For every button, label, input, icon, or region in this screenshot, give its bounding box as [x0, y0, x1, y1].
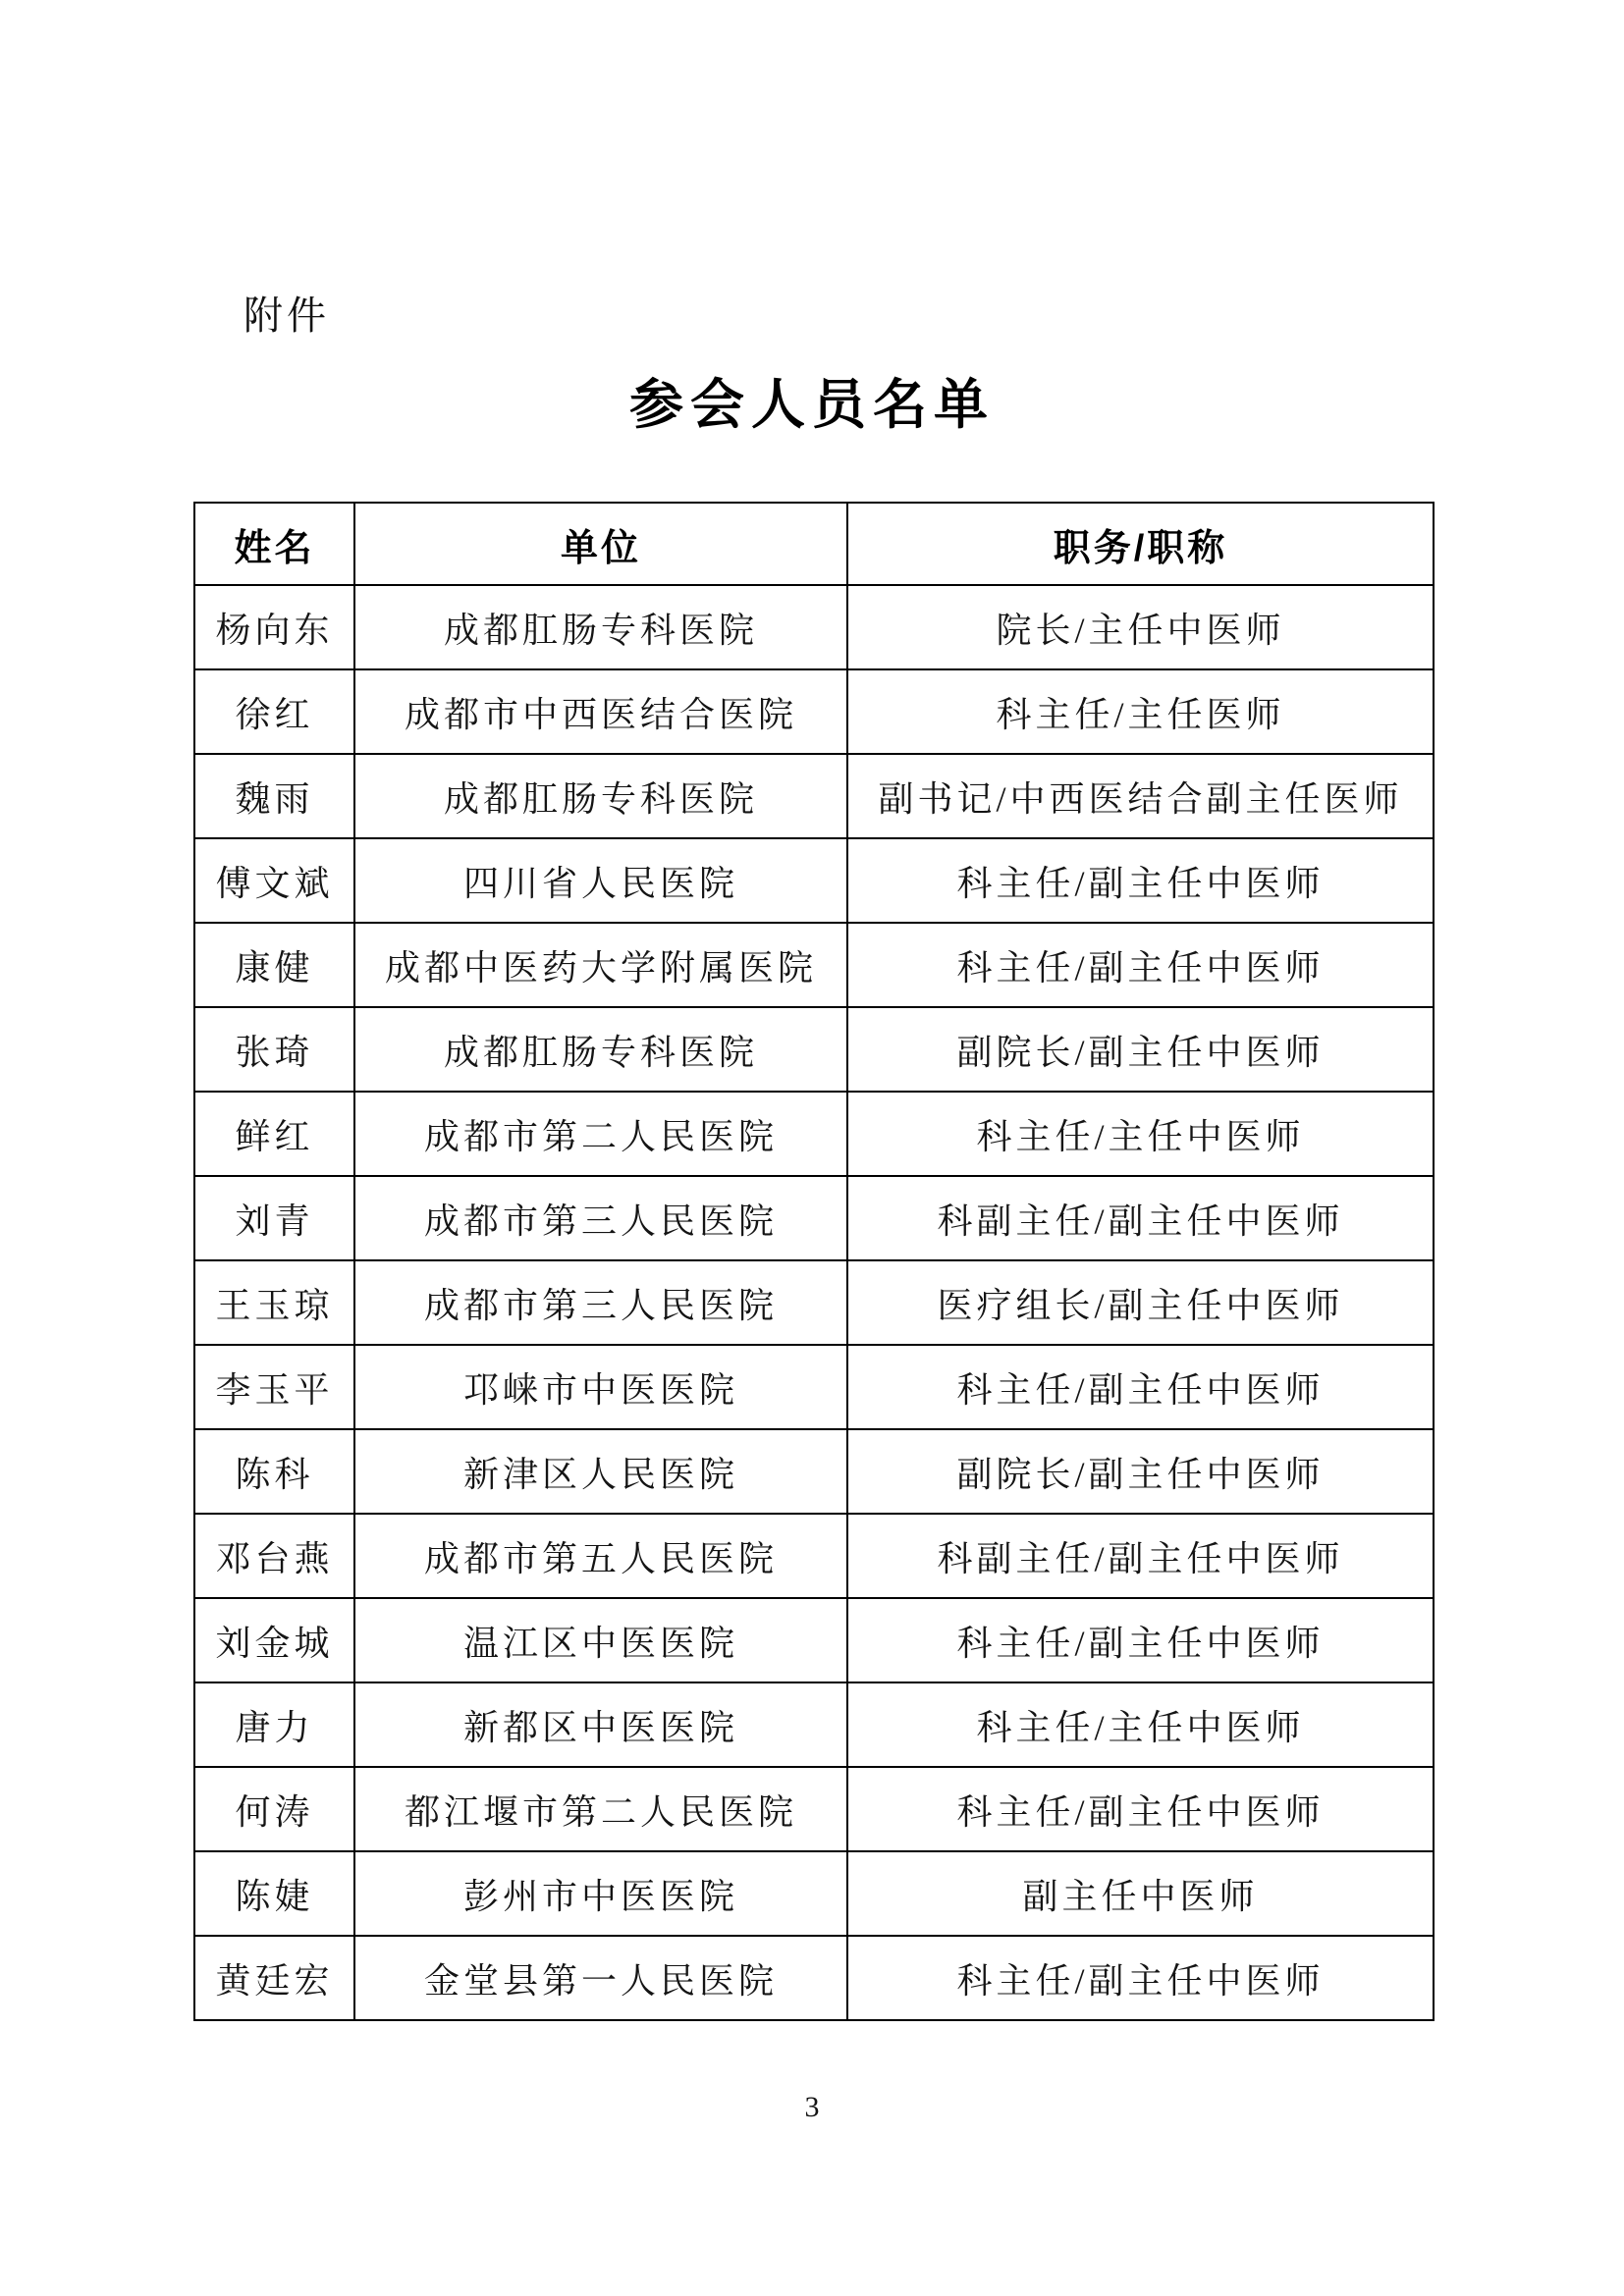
- cell-position: 科主任/主任医师: [847, 669, 1434, 754]
- cell-position: 科主任/副主任中医师: [847, 838, 1434, 923]
- table-body: [194, 585, 1434, 2020]
- cell-name: 康健: [194, 923, 354, 1007]
- table-row: [194, 1936, 1434, 2020]
- cell-position: 副院长/副主任中医师: [847, 1429, 1434, 1514]
- attachment-label: 附件: [244, 294, 330, 338]
- cell-organization: 四川省人民医院: [354, 838, 847, 923]
- cell-position: 科主任/主任中医师: [847, 1092, 1434, 1176]
- cell-organization: 新都区中医医院: [354, 1682, 847, 1767]
- table-row: [194, 1851, 1434, 1936]
- cell-position: 科主任/副主任中医师: [847, 923, 1434, 1007]
- table-row: [194, 585, 1434, 669]
- cell-position: 副院长/副主任中医师: [847, 1007, 1434, 1092]
- cell-position: 科主任/副主任中医师: [847, 1598, 1434, 1682]
- cell-position: 科副主任/副主任中医师: [847, 1514, 1434, 1598]
- cell-position: 医疗组长/副主任中医师: [847, 1260, 1434, 1345]
- cell-position: 科主任/主任中医师: [847, 1682, 1434, 1767]
- cell-name: 陈婕: [194, 1851, 354, 1936]
- cell-name: 陈科: [194, 1429, 354, 1514]
- cell-organization: 金堂县第一人民医院: [354, 1936, 847, 2020]
- cell-name: 黄廷宏: [194, 1936, 354, 2020]
- cell-name: 王玉琼: [194, 1260, 354, 1345]
- cell-name: 杨向东: [194, 585, 354, 669]
- cell-name: 徐红: [194, 669, 354, 754]
- cell-name: 何涛: [194, 1767, 354, 1851]
- cell-name: 傅文斌: [194, 838, 354, 923]
- cell-name: 魏雨: [194, 754, 354, 838]
- table-row: [194, 838, 1434, 923]
- attendee-table: [193, 502, 1435, 2021]
- cell-name: 李玉平: [194, 1345, 354, 1429]
- table-row: [194, 1598, 1434, 1682]
- page-title: 参会人员名单: [628, 374, 995, 435]
- cell-position: 副主任中医师: [847, 1851, 1434, 1936]
- cell-organization: 成都市第三人民医院: [354, 1260, 847, 1345]
- cell-name: 刘金城: [194, 1598, 354, 1682]
- cell-position: 科主任/副主任中医师: [847, 1345, 1434, 1429]
- cell-organization: 成都市第三人民医院: [354, 1176, 847, 1260]
- table-row: [194, 1514, 1434, 1598]
- header-name: 姓名: [194, 503, 354, 585]
- cell-organization: 彭州市中医医院: [354, 1851, 847, 1936]
- table-row: [194, 754, 1434, 838]
- table-row: [194, 1092, 1434, 1176]
- cell-organization: 成都市第五人民医院: [354, 1514, 847, 1598]
- cell-organization: 新津区人民医院: [354, 1429, 847, 1514]
- table-row: [194, 1682, 1434, 1767]
- cell-organization: 成都肛肠专科医院: [354, 585, 847, 669]
- header-organization: 单位: [354, 503, 847, 585]
- table-row: [194, 669, 1434, 754]
- cell-organization: 邛崃市中医医院: [354, 1345, 847, 1429]
- cell-position: 科副主任/副主任中医师: [847, 1176, 1434, 1260]
- cell-organization: 成都市第二人民医院: [354, 1092, 847, 1176]
- header-position: 职务/职称: [847, 503, 1434, 585]
- cell-name: 唐力: [194, 1682, 354, 1767]
- table-row: [194, 1767, 1434, 1851]
- cell-organization: 都江堰市第二人民医院: [354, 1767, 847, 1851]
- cell-organization: 成都肛肠专科医院: [354, 1007, 847, 1092]
- cell-organization: 成都市中西医结合医院: [354, 669, 847, 754]
- table-row: [194, 1176, 1434, 1260]
- table-row: [194, 1260, 1434, 1345]
- cell-name: 邓台燕: [194, 1514, 354, 1598]
- cell-position: 副书记/中西医结合副主任医师: [847, 754, 1434, 838]
- cell-position: 科主任/副主任中医师: [847, 1936, 1434, 2020]
- cell-name: 张琦: [194, 1007, 354, 1092]
- cell-position: 科主任/副主任中医师: [847, 1767, 1434, 1851]
- cell-organization: 成都肛肠专科医院: [354, 754, 847, 838]
- cell-name: 刘青: [194, 1176, 354, 1260]
- table-header-row: [194, 503, 1434, 585]
- table-row: [194, 1007, 1434, 1092]
- cell-name: 鲜红: [194, 1092, 354, 1176]
- table-row: [194, 923, 1434, 1007]
- table-row: [194, 1345, 1434, 1429]
- cell-position: 院长/主任中医师: [847, 585, 1434, 669]
- page-number: 3: [804, 2091, 820, 2123]
- cell-organization: 温江区中医医院: [354, 1598, 847, 1682]
- table-row: [194, 1429, 1434, 1514]
- cell-organization: 成都中医药大学附属医院: [354, 923, 847, 1007]
